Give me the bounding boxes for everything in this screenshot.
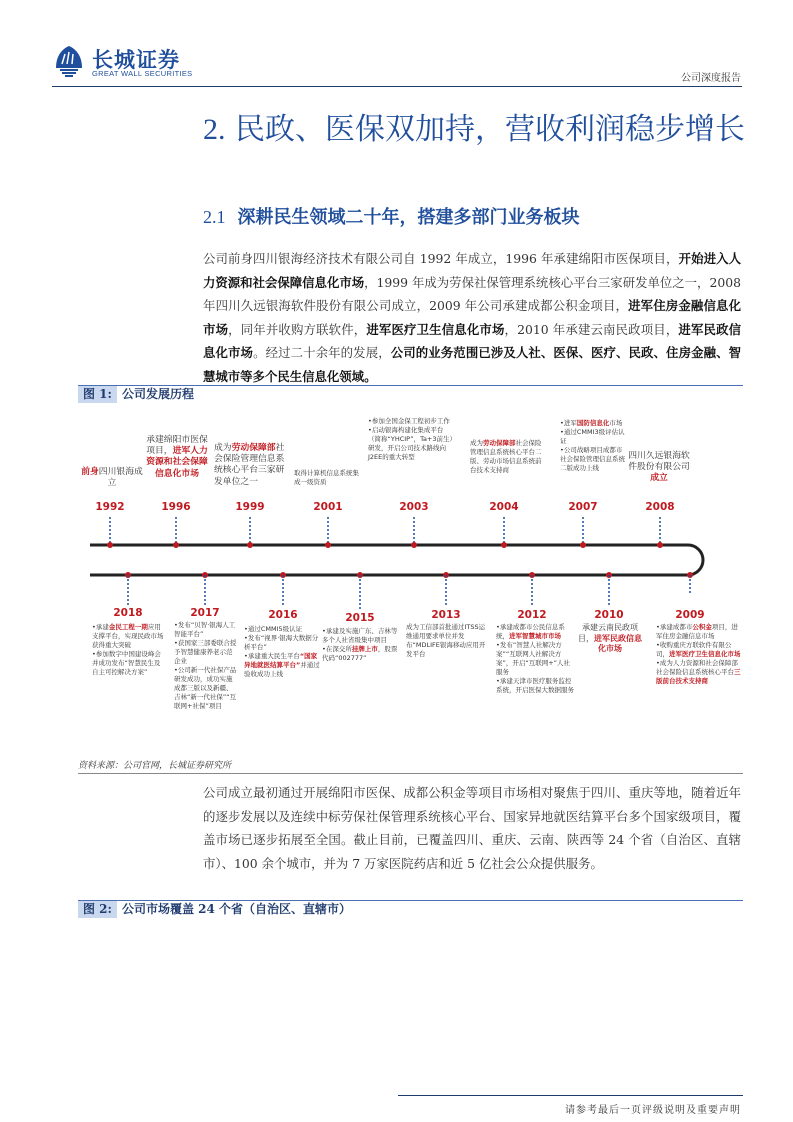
company-timeline [78,405,743,755]
figure-tag: 图 2: [78,901,117,918]
event-highlight: 进军智慧城市市场 [509,632,561,640]
para-bold: 公司的业务范围已涉及人社、医保、医疗、民政、住房金融、智慧城市等多个民生信息化领域。 [203,345,742,384]
year-label: 2015 [345,612,375,624]
year-label: 2007 [568,501,598,513]
section-heading [203,108,751,151]
event-text: 启动银海构建化集成平台（简称“YHCIP”，Ta+3前生）研发，开启公司技术路线向J2EE的重大转型 [368,426,453,461]
year-label: 2010 [594,609,624,621]
event-highlight: 劳动保障部 [231,443,276,453]
event-2003: •参加全国金保工程初步工作 •启动银海构建化集成平台（简称“YHCIP”，Ta+3前生）研发，开启公司技术路线向J2EE的重大转型 [368,417,453,461]
subsection-heading [203,203,580,229]
event-text: 四川银海成立 [98,467,143,489]
year-label: 2017 [190,607,220,619]
event-1996 [146,435,208,480]
event-highlight: 进军民政信息化市场 [594,633,642,653]
event-text: 成为 [470,439,483,447]
intro-paragraph [203,247,741,389]
event-text: 社会保险管理信息系统核心平台二版、劳动市场信息系统前台技术支持商 [470,439,542,474]
year-label: 2004 [489,501,519,513]
event-highlight: 公积金 [692,623,712,631]
event-text: 通过CMMI3级评估认证 [560,428,625,445]
figure-1-caption [78,385,743,404]
event-text: 承建及实施广东、吉林等多个人社省级集中项目 [322,627,398,644]
section-number: 2. [203,113,226,146]
figure-tag: 图 1: [78,386,117,403]
year-label: 1999 [235,501,265,513]
event-highlight: 进军人力资源和社会保障信息化市场 [146,446,208,479]
event-text: 进军 [563,419,577,427]
event-2015: •承建及实施广东、吉林等多个人社省级集中项目 •在深交所挂牌上市，股票代码“002777” [322,627,398,662]
subsection-number: 2.1 [203,207,226,227]
para-text: ，1999 年成为劳保社保管理系统核心平台三家研发单位之一，2008 年四川久远银海软件股份有限公司成立，2009 年公司承建成都公积金项目， [203,274,741,314]
year-label: 2012 [517,609,547,621]
event-highlight: 劳动保障部 [483,439,516,447]
event-2008 [626,451,692,485]
report-type-label: 公司深度报告 [681,73,741,84]
logo-text-cn: 长城证券 [92,48,180,72]
event-highlight: 国防信息化 [576,419,610,427]
event-text: 收购重庆方联软件有限公司， [656,641,732,658]
event-highlight: 成立 [650,473,668,484]
figure-title: 公司发展历程 [122,387,195,401]
event-text: 承建成都市公民信息系统， [496,623,565,640]
event-2018: •承建金民工程一期应用支撑平台，实现民政市场获得重大突破 •参加数字中国建设峰会并成功发布“智慧民生及自主可控解决方案” [92,623,164,676]
event-2013: 成为工信部首批通过ITSS运维通用要求单位并发布“MDLIFE银海移动应用开发平台 [406,623,486,658]
source-divider [78,773,743,774]
event-text: 成为 [214,443,232,453]
event-highlight: 挂牌上市 [351,645,378,653]
year-label: 2009 [675,609,705,621]
year-label: 2001 [313,501,343,513]
event-text: 在深交所 [325,645,352,653]
year-label: 2018 [113,607,143,619]
event-1992 [80,467,144,489]
event-2007: •进军国防信息化市场 •通过CMMI3级评估认证 •公司战略项目成都市社会保险管理信息系统二版成功上线 [560,419,625,472]
event-text: 参加全国金保工程初步工作 [371,417,450,425]
event-text: 成为人力资源和社会保障部社会保险信息系统核心平台 [656,659,738,676]
para-text: ，2010 年承建云南民政项目， [504,321,679,337]
year-label: 1996 [161,501,191,513]
year-label: 2008 [645,501,675,513]
event-1999 [214,443,288,488]
figure-source: 资料来源：公司官网，长城证券研究所 [78,761,232,771]
year-label: 1992 [95,501,125,513]
year-label: 2003 [399,501,429,513]
footer-disclaimer: 请参考最后一页评级说明及重要声明 [565,1105,741,1116]
event-text: 社会保险管理信息系统核心平台三家研发单位之一 [214,443,285,487]
event-2001: 取得计算机信息系统集成一级资质 [294,469,359,486]
event-2009: •承建成都市公积金项目，进军住房金融信息市场 •收购重庆方联软件有限公司，进军医疗卫生信息化市场 •成为人力资源和社会保障部社会保险信息系统核心平台三版前台技术支持商 [656,623,741,685]
event-2004 [470,439,544,475]
para-bold: 进军医疗卫生信息化市场 [366,321,505,337]
year-label: 2016 [268,609,298,621]
event-text: 发布“智慧人社解决方案”“互联网人社解决方案”，开启“互联网+”人社服务 [496,641,571,676]
event-2017: •发布“贝智·银海人工智能平台” •获国家三部委联合授予智慧健康养老示范企业 •公司新一代社保产品研发成功，成功实施成都三版以及新疆、吉林“新一代社保”“互联网+社保”项目 [174,621,237,710]
event-highlight: “国家异地就医结算平台” [244,652,318,669]
footer-divider [398,1095,743,1096]
event-text: 通过CMMI5级认证 [247,625,303,633]
section-title: 民政、医保双加持，营收利润稳步增长 [235,112,746,147]
event-highlight: 进军医疗卫生信息化市场 [669,650,741,658]
event-text: 参加数字中国建设峰会并成功发布“智慧民生及自主可控解决方案” [92,650,161,676]
para-text: ，同年并收购方联软件， [228,321,367,337]
event-text: 承建成都市 [659,623,693,631]
event-text: 获国家三部委联合授予智慧健康养老示范企业 [174,639,237,665]
event-text: 并通过验收成功上线 [244,661,320,678]
event-text: 市场 [609,419,623,427]
event-text: 四川久远银海软件股份有限公司 [628,451,690,473]
para-bold: 进军住房金融信息化市场 [203,298,741,337]
event-text: 承建天津市医疗服务监控系统，开启医保大数据服务 [496,677,574,694]
event-highlight: 三版前台技术支持商 [656,668,741,685]
event-2010 [578,623,642,655]
event-text: 发布“贝智·银海人工智能平台” [174,621,236,638]
market-paragraph: 公司成立最初通过开展绵阳市医保、成都公积金等项目市场相对聚焦于四川、重庆等地，随着近年的逐步发展以及连续中标劳保社保管理系统核心平台、国家异地就医结算平台多个国家级项目，覆盖市场已逐步拓展至全国。截止目前，已覆盖四川、重庆、云南、陕西等 24 个省（自治区、直辖市）、100 余个城市，并为 7 万家医院药店和近 5 亿社会公众提供服务。 [203,785,741,871]
logo-text-en: GREAT WALL SECURITIES [92,69,193,78]
event-2016: •通过CMMI5级认证 •发布“视界·银海大数据分析平台” •承建重大民生平台“国家异地就医结算平台”并通过验收成功上线 [244,625,320,678]
event-highlight: 前身 [81,467,99,477]
para-bold: 开始进入人力资源和社会保障信息化市场 [203,251,741,290]
event-highlight: 金民工程一期 [108,623,148,631]
event-2012: •承建成都市公民信息系统，进军智慧城市市场 •发布“智慧人社解决方案”“互联网人社解决方案”，开启“互联网+”人社服务 •承建天津市医疗服务监控系统，开启医保大数据服务 [496,623,574,694]
year-label: 2013 [431,609,461,621]
para-bold: 进军民政信息化市场 [203,321,742,361]
figure-title: 公司市场覆盖 24 个省（自治区、直辖市） [122,902,352,916]
para-text: 公司前身四川银海经济技术有限公司自 1992 年成立，1996 年承建绵阳市医保项目， [203,251,679,266]
event-text: 承建云南民政项目， [578,623,638,643]
para-text: 。经过二十余年的发展， [253,345,391,361]
event-text: 承建绵阳市医保项目， [146,435,208,457]
event-text: 发布“视界·银海大数据分析平台” [244,634,319,651]
event-text: ，股票代码“002777” [322,645,398,662]
logo-icon [52,44,86,78]
header-divider [52,86,742,87]
subsection-title: 深耕民生领域二十年，搭建多部门业务板块 [237,207,580,228]
event-text: 公司新一代社保产品研发成功，成功实施成都三版以及新疆、吉林“新一代社保”“互联网+社保”项目 [174,666,237,710]
event-text: 应用支撑平台，实现民政市场获得重大突破 [92,623,164,649]
event-text: 公司战略项目成都市社会保险管理信息系统二版成功上线 [560,446,625,472]
event-text: 承建重大民生平台 [247,652,300,660]
event-text: 承建 [95,623,109,631]
figure-2-caption [78,900,743,919]
event-text: 项目，进军住房金融信息市场 [656,623,738,640]
